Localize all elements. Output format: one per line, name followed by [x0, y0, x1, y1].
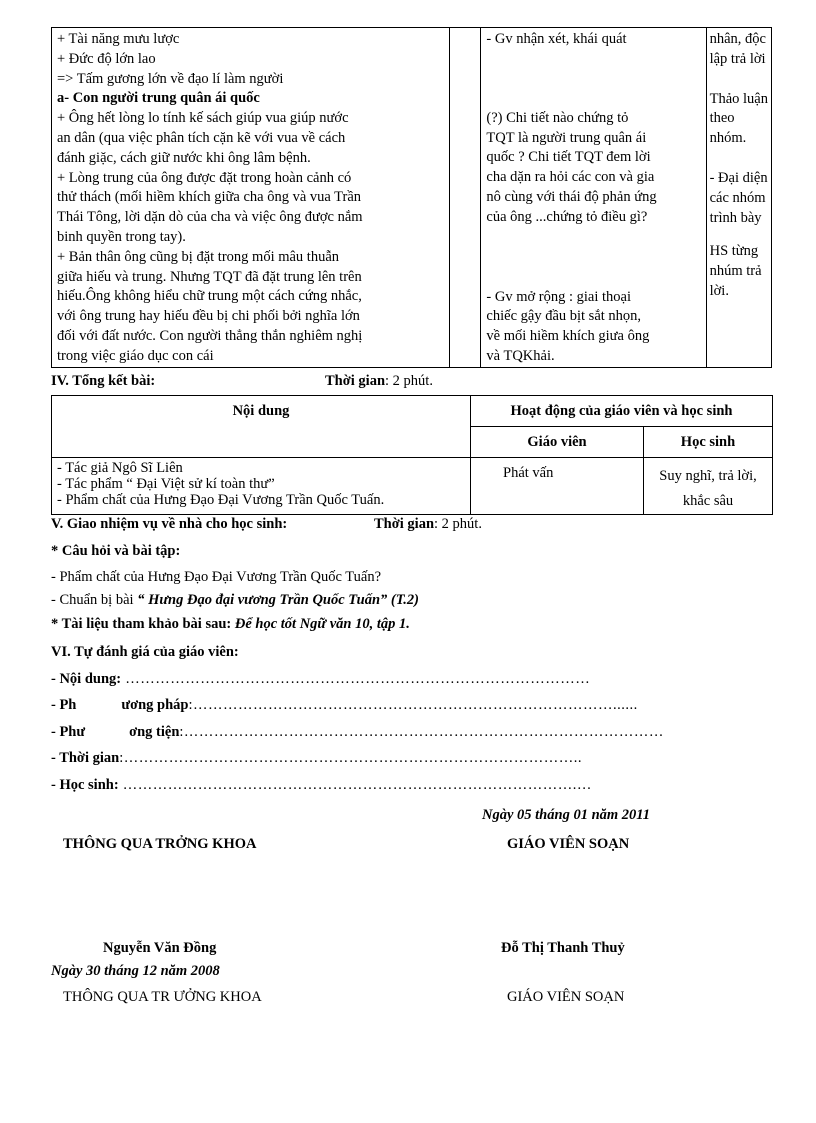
summary-teacher-header: Giáo viên: [471, 427, 644, 458]
teacher-extension-line: và TQKhải.: [486, 347, 555, 364]
section-5-title: V. Giao nhiệm vụ về nhà cho học sinh:: [51, 516, 288, 532]
summary-content-line: - Tác giả Ngô Sĩ Liên: [57, 460, 183, 476]
content-line: giữa hiếu và trung. Nhưng TQT đã đặt trung lên trên: [57, 268, 362, 285]
student-note: nhóm.: [709, 130, 747, 147]
section-6-heading: VI. Tự đánh giá của giáo viên:: [51, 644, 239, 660]
teacher-extension-line: - Gv mở rộng : giai thoại: [486, 288, 632, 305]
summary-student-line: khắc sâu: [682, 493, 734, 509]
summary-student-header: Học sinh: [644, 427, 773, 458]
content-line: an dân (qua việc phân tích cặn kẽ với vua về cách: [57, 129, 346, 146]
summary-content-line: - Phẩm chất của Hưng Đạo Đại Vương Trần Quốc Tuấn.: [57, 492, 385, 508]
content-line: với ông trung hay hiếu đều bị chi phối bởi nghĩa lớn: [57, 308, 360, 325]
teacher-extension-line: về mối hiềm khích giưa ông: [486, 328, 650, 345]
teacher-question-line: quốc ? Chi tiết TQT đem lời: [486, 149, 651, 166]
prepare-prefix: - Chuẩn bị bài: [51, 592, 134, 608]
reference-line: [51, 615, 410, 634]
content-column: [52, 28, 450, 368]
content-line: Thái Tông, lời dặn dò của cha và việc ông được nắm: [57, 209, 363, 226]
teacher-question-line: nô cùng với thái độ phản ứng: [486, 188, 657, 205]
eval-item-time: - Thời gian:………………………………………………………………………………..: [51, 750, 582, 766]
approver-name: Nguyễn Văn Đồng: [103, 940, 217, 956]
eval-item-method: - Ph ương pháp:…………………………………………………………………………......: [51, 697, 638, 713]
empty-column: [449, 28, 481, 368]
section-5-heading: [51, 515, 287, 534]
summary-content-header: Nội dung: [52, 396, 471, 458]
student-activity-column: [706, 28, 771, 368]
content-line: + Ông hết lòng lo tính kế sách giúp vua giúp nước: [57, 110, 349, 127]
teacher-question-line: của ông ...chứng tỏ điều gì?: [486, 208, 648, 225]
student-note: trình bày: [709, 209, 762, 226]
prepare-title: “ Hưng Đạo đại vương Trần Quốc Tuấn” (T.2): [133, 592, 419, 608]
old-teacher-title: GIÁO VIÊN SOẠN: [507, 989, 625, 1005]
content-line: + Bản thân ông cũng bị đặt trong mối mâu thuẫn: [57, 248, 340, 265]
teacher-question-line: (?) Chi tiết nào chứng tỏ: [486, 109, 629, 126]
content-line: + Đức độ lớn lao: [57, 50, 156, 67]
student-note: nhúm trả: [709, 263, 762, 280]
content-line: => Tấm gương lớn về đạo lí làm người: [57, 70, 284, 87]
eval-item-students: - Học sinh: ……………………………………………………………………………….…: [51, 777, 592, 793]
content-line: + Lòng trung của ông được đặt trong hoàn cảnh có: [57, 169, 352, 186]
section-4-title: IV. Tổng kết bài:: [51, 373, 156, 389]
reference-title: Để học tốt Ngữ văn 10, tập 1.: [231, 616, 410, 632]
time-value: : 2 phút.: [385, 373, 433, 389]
section-4-time: [325, 372, 433, 391]
time-label: Thời gian: [325, 373, 386, 389]
section-5-time: [374, 515, 482, 534]
teacher-question-line: cha dặn ra hỏi các con và gia: [486, 169, 655, 186]
summary-content-line: - Tác phẩm “ Đại Việt sử kí toàn thư”: [57, 476, 275, 492]
content-line: đánh giặc, cách giữ nước khi ông lâm bệnh.: [57, 149, 311, 166]
student-note: lời.: [709, 282, 729, 299]
content-line: thử thách (mối hiềm khích giữa cha ông và vua Trần: [57, 189, 362, 206]
student-note: nhân, độc: [709, 31, 766, 47]
content-line: đối với đất nước. Con người thẳng thắn nghiêm nghị: [57, 327, 363, 344]
reference-label: * Tài liệu tham khảo bài sau:: [51, 616, 232, 632]
teacher-note: - Gv nhận xét, khái quát: [486, 31, 627, 47]
time-label: Thời gian: [374, 516, 435, 532]
content-subheading: a- Con người trung quân ái quốc: [57, 90, 260, 107]
question-line: - Phẩm chất của Hưng Đạo Đại Vương Trần Quốc Tuấn?: [51, 569, 382, 585]
student-note: lập trả lời: [709, 50, 766, 67]
content-line: trong việc giáo dục con cái: [57, 347, 214, 364]
old-signature-date: Ngày 30 tháng 12 năm 2008: [51, 963, 220, 979]
lesson-activity-table: [51, 27, 772, 368]
summary-table: [51, 395, 773, 515]
old-approval-title: THÔNG QUA TR ƯỞNG KHOA: [63, 989, 262, 1005]
student-note: theo: [709, 110, 735, 127]
eval-item-content: - Nội dung: …………………………………………………………………………………: [51, 671, 591, 687]
teacher-activity-column: [481, 28, 706, 368]
content-line: binh quyền trong tay).: [57, 228, 186, 245]
teacher-extension-line: chiếc gậy đầu bịt sắt nhọn,: [486, 308, 642, 325]
summary-activity-header: Hoạt động của giáo viên và học sinh: [471, 396, 773, 427]
student-note: HS từng: [709, 243, 759, 260]
teacher-question-line: TQT là người trung quân ái: [486, 129, 647, 146]
content-line: + Tài năng mưu lược: [57, 31, 180, 47]
summary-teacher-cell: Phát vấn: [471, 458, 644, 515]
questions-heading: * Câu hỏi và bài tập:: [51, 543, 181, 559]
section-4-heading: [51, 372, 155, 391]
student-note: Thảo luận: [709, 90, 768, 107]
signature-date: Ngày 05 tháng 01 năm 2011: [482, 807, 650, 823]
prepare-lesson-line: [51, 591, 419, 610]
summary-student-cell: [644, 458, 773, 515]
approval-title: THÔNG QUA TRỞNG KHOA: [63, 836, 257, 852]
teacher-name: Đỗ Thị Thanh Thuỷ: [501, 940, 625, 956]
student-note: - Đại diện: [709, 169, 768, 186]
student-note: các nhóm: [709, 189, 766, 206]
time-value: : 2 phút.: [434, 516, 482, 532]
teacher-title: GIÁO VIÊN SOẠN: [507, 836, 630, 852]
summary-student-line: Suy nghĩ, trả lời,: [659, 468, 757, 484]
summary-content-cell: [52, 458, 471, 515]
eval-item-means: - Phư ơng tiện:……………………………………………………………………………………: [51, 724, 664, 740]
content-line: hiếu.Ông không hiểu chữ trung một cách cứng nhắc,: [57, 288, 362, 305]
